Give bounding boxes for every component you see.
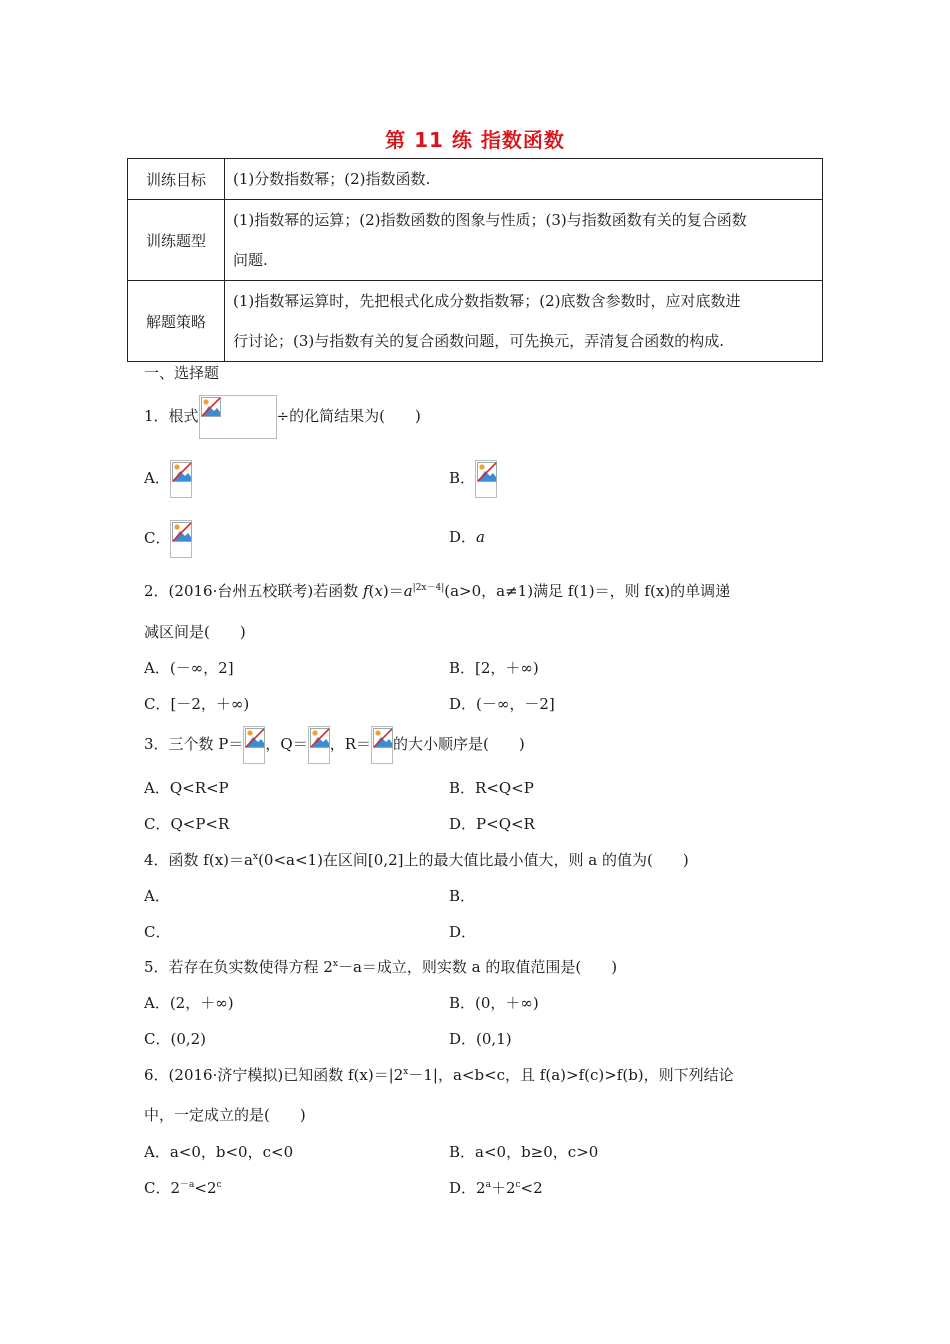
section-heading: 一、选择题 <box>144 364 220 382</box>
q1-option-d: D．a <box>449 528 485 546</box>
info-row-strategy <box>128 281 823 362</box>
q2-option-c: C．[－2，＋∞) <box>144 695 250 713</box>
formula-image-icon <box>199 395 277 439</box>
info-label: 解题策略 <box>128 281 225 362</box>
q1-option-b: B． <box>449 460 497 498</box>
info-table <box>127 158 823 362</box>
info-row-goal <box>128 159 823 200</box>
question-5: 5．若存在负实数使得方程 $2^x-a=$成立，则实数 a 的取值范围是( ) <box>144 958 618 976</box>
q3-option-b: B．R<Q<P <box>449 779 534 797</box>
question-1: 1．根式 ÷的化简结果为( ) <box>144 395 421 439</box>
q6-option-c: C．$2^{-a}<2^c$ <box>144 1179 222 1197</box>
formula-image-icon <box>170 460 192 498</box>
question-2: 2．(2016·台州五校联考)若函数 $f(x)=a^{|2x-4|}(a>0$，a≠1)满足 f(1)＝，则 f(x)的单调递 <box>144 582 731 600</box>
info-label: 训练目标 <box>128 159 225 200</box>
info-value: (1)指数幂的运算；(2)指数函数的图象与性质；(3)与指数函数有关的复合函数 问题. <box>225 200 823 281</box>
q6-option-a: A．a<0，b<0，c<0 <box>144 1143 294 1161</box>
q5-option-a: A．(2，＋∞) <box>144 994 234 1012</box>
q6-option-b: B．a<0，b≥0，c>0 <box>449 1143 599 1161</box>
q3-option-d: D．P<Q<R <box>449 815 535 833</box>
info-value: (1)分数指数幂；(2)指数函数. <box>225 159 823 200</box>
question-6-cont: 中，一定成立的是( ) <box>144 1106 306 1124</box>
question-3: 3．三个数 P＝ ，Q＝ ，R＝ 的大小顺序是( ) <box>144 726 525 764</box>
formula-image-icon <box>308 726 330 764</box>
q2-option-b: B．[2，＋∞) <box>449 659 539 677</box>
formula-image-icon <box>243 726 265 764</box>
q5-option-b: B．(0，＋∞) <box>449 994 539 1012</box>
info-value: (1)指数幂运算时，先把根式化成分数指数幂；(2)底数含参数时，应对底数进 行讨论；(3)与指数有关的复合函数问题，可先换元，弄清复合函数的构成. <box>225 281 823 362</box>
info-row-type <box>128 200 823 281</box>
question-4: 4．函数 $f(x)=a^x(0<a<1)$在区间[0,2]上的最大值比最小值大，则 a 的值为( ) <box>144 851 689 869</box>
question-6: 6．(2016·济宁模拟)已知函数 $f(x)=|2^x-1|$，a<b<c，且 f(a)>f(c)>f(b)，则下列结论 <box>144 1066 734 1084</box>
page-title: 第 11 练 指数函数 <box>385 128 565 152</box>
formula-image-icon <box>371 726 393 764</box>
q6-option-d: D．$2^a+2^c<2$ <box>449 1179 543 1197</box>
q4-option-c: C． <box>144 923 171 941</box>
q4-option-b: B． <box>449 887 476 905</box>
q5-option-d: D．(0,1) <box>449 1030 512 1048</box>
q3-option-c: C．Q<P<R <box>144 815 230 833</box>
question-2-cont: 减区间是( ) <box>144 623 246 641</box>
q5-option-c: C．(0,2) <box>144 1030 207 1048</box>
formula-image-icon <box>170 520 192 558</box>
q1-option-a: A． <box>144 460 192 498</box>
q4-option-a: A． <box>144 887 170 905</box>
formula-image-icon <box>475 460 497 498</box>
q4-option-d: D． <box>449 923 477 941</box>
q3-option-a: A．Q<R<P <box>144 779 229 797</box>
q2-option-d: D．(－∞，－2] <box>449 695 555 713</box>
info-label: 训练题型 <box>128 200 225 281</box>
q1-option-c: C． <box>144 520 192 558</box>
q2-option-a: A．(－∞，2] <box>144 659 234 677</box>
